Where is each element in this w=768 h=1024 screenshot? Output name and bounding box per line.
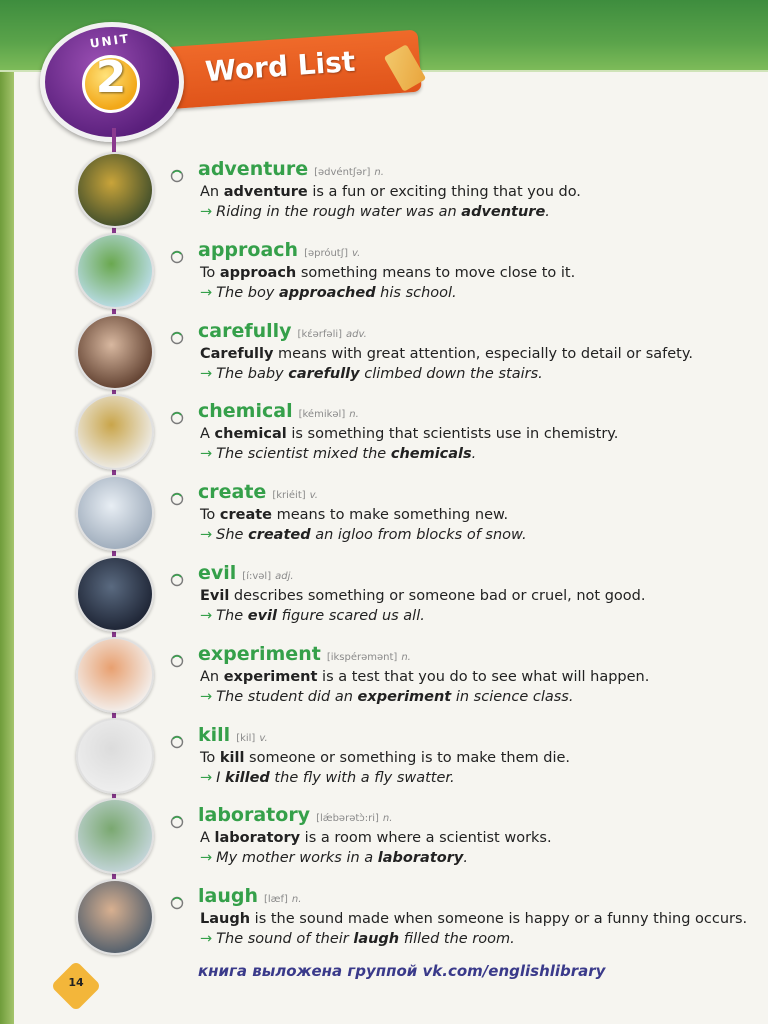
- definition-keyword: kill: [219, 749, 245, 766]
- ghost-text: [180, 108, 194, 154]
- definition-text: An: [200, 668, 224, 685]
- definition: [200, 507, 508, 523]
- example-text: I: [216, 769, 226, 786]
- headword-text: laboratory: [198, 804, 311, 827]
- part-of-speech: adj.: [275, 571, 294, 582]
- definition-text: is a fun or exciting thing that you do.: [307, 184, 581, 200]
- headword-text: experiment: [198, 642, 321, 665]
- student-thumbnail: [76, 637, 154, 713]
- definition-keyword: laboratory: [214, 830, 301, 847]
- example-keyword: evil: [247, 608, 277, 624]
- definition: [200, 184, 581, 200]
- definition: [200, 669, 649, 685]
- example-sentence: [200, 770, 455, 786]
- circle-bullet-icon: [170, 492, 184, 506]
- definition-text: is a test that you do to see what will happen.: [317, 668, 650, 685]
- pronunciation: [kriéit]: [272, 490, 306, 502]
- definition-text: means with great attention, especially to detail or safety.: [273, 345, 693, 362]
- arrow-right-icon: →: [200, 931, 213, 948]
- footer-note: книга выложена группой vk.com/englishlibrary: [198, 962, 606, 980]
- example-text: filled the room.: [399, 931, 515, 948]
- list-item: [0, 885, 768, 969]
- pronunciation: [kil]: [236, 732, 256, 744]
- definition: [200, 265, 575, 281]
- list-item: [0, 804, 768, 888]
- part-of-speech: n.: [374, 167, 384, 178]
- pronunciation: [ədvéntʃər]: [314, 167, 371, 178]
- arrow-right-icon: →: [200, 608, 213, 624]
- arrow-right-icon: →: [200, 850, 213, 867]
- part-of-speech: n.: [401, 651, 411, 663]
- reaper-thumbnail: [76, 556, 154, 632]
- headword: [198, 400, 359, 422]
- circle-bullet-icon: [170, 250, 184, 264]
- headword-text: carefully: [198, 319, 292, 342]
- example-text: in science class.: [451, 688, 574, 705]
- example-text: The scientist mixed the: [216, 446, 391, 463]
- headword-text: approach: [198, 238, 299, 261]
- headword: [198, 643, 411, 665]
- headword-text: evil: [198, 562, 237, 584]
- list-item: [0, 642, 768, 727]
- headword: [198, 158, 384, 180]
- example-text: The boy: [216, 284, 279, 301]
- headword: [198, 724, 268, 746]
- circle-bullet-icon: [170, 411, 184, 425]
- part-of-speech: v.: [352, 247, 361, 259]
- example-text: The sound of their: [216, 931, 354, 948]
- arrow-right-icon: →: [200, 688, 213, 705]
- unit-label: UNIT: [89, 31, 131, 51]
- part-of-speech: v.: [309, 490, 318, 502]
- example-text: The baby: [216, 365, 289, 382]
- definition-text: To: [200, 507, 220, 524]
- part-of-speech: n.: [291, 894, 302, 906]
- laughing-boys-thumbnail: [76, 879, 154, 955]
- definition-text: An: [200, 184, 224, 200]
- example-keyword: carefully: [288, 365, 360, 382]
- pronunciation: [lǽbərətɔ̀:ri]: [316, 813, 379, 825]
- example-text: an igloo from blocks of snow.: [310, 527, 527, 544]
- example-text: Riding in the rough water was an: [216, 204, 462, 220]
- headword: [198, 885, 301, 907]
- pronunciation: [ikspérəmənt]: [326, 651, 398, 663]
- example-sentence: [200, 204, 550, 220]
- headword-text: kill: [198, 723, 231, 746]
- list-item: [0, 723, 768, 808]
- example-sentence: [200, 850, 468, 866]
- pronunciation: [læf]: [264, 894, 288, 906]
- example-text: She: [216, 527, 249, 544]
- example-sentence: [200, 366, 543, 382]
- list-item: [0, 481, 768, 565]
- example-text: The student did an: [216, 688, 358, 705]
- example-keyword: laugh: [353, 931, 400, 948]
- definition-keyword: approach: [219, 264, 297, 281]
- headword: [198, 320, 367, 342]
- definition-text: means to make something new.: [272, 507, 509, 524]
- example-keyword: chemicals: [390, 446, 472, 463]
- definition-keyword: chemical: [214, 426, 287, 443]
- definition: [200, 750, 570, 766]
- definition-text: is the sound made when someone is happy or a funny thing occurs.: [250, 911, 748, 928]
- definition-text: A: [200, 830, 215, 847]
- example-text: figure scared us all.: [276, 608, 425, 624]
- part-of-speech: n.: [382, 813, 393, 825]
- circle-bullet-icon: [170, 896, 184, 910]
- example-sentence: [200, 446, 476, 462]
- igloo-thumbnail: [76, 475, 154, 551]
- circle-bullet-icon: [170, 815, 184, 829]
- example-text: My mother works in a: [216, 850, 378, 867]
- list-item: [0, 562, 768, 646]
- definition-text: To: [200, 749, 220, 766]
- example-text: the fly with a fly swatter.: [269, 769, 455, 786]
- part-of-speech: v.: [259, 732, 268, 744]
- lab-thumbnail: [76, 798, 154, 874]
- example-sentence: [200, 608, 425, 624]
- headword-text: create: [198, 481, 267, 504]
- scientist-thumbnail: [76, 394, 154, 470]
- circle-bullet-icon: [170, 735, 184, 749]
- list-item: [0, 158, 768, 242]
- list-item: [0, 319, 768, 404]
- pronunciation: [əpróutʃ]: [304, 247, 348, 259]
- example-text: .: [545, 204, 550, 220]
- headword: [198, 481, 318, 503]
- example-sentence: [200, 527, 527, 543]
- definition-text: To: [200, 264, 220, 281]
- example-text: .: [471, 446, 477, 463]
- example-keyword: adventure: [461, 204, 546, 220]
- definition: [200, 911, 747, 927]
- headword-text: laugh: [198, 885, 258, 908]
- pronunciation: [kέərfəli]: [297, 328, 343, 340]
- unit-number: 2: [95, 52, 127, 103]
- definition-text: is something that scientists use in chemistry.: [286, 426, 619, 443]
- headword: [198, 239, 360, 261]
- headword: [198, 562, 294, 584]
- pronunciation: [í:vəl]: [242, 571, 272, 582]
- example-text: his school.: [375, 284, 457, 301]
- definition: [200, 830, 552, 846]
- example-sentence: [200, 689, 573, 705]
- headword-text: adventure: [198, 158, 309, 180]
- definition-text: someone or something is to make them die.: [244, 749, 571, 766]
- part-of-speech: adv.: [346, 328, 367, 340]
- part-of-speech: n.: [349, 409, 359, 421]
- arrow-right-icon: →: [200, 527, 213, 544]
- boy-walking-thumbnail: [76, 233, 154, 309]
- definition: [200, 346, 693, 362]
- example-sentence: [200, 285, 457, 301]
- page-number: 14: [68, 976, 84, 989]
- example-text: climbed down the stairs.: [359, 365, 543, 382]
- arrow-right-icon: →: [200, 284, 213, 301]
- example-sentence: [200, 931, 515, 947]
- fly-swatter-thumbnail: [76, 718, 154, 794]
- definition-keyword: create: [219, 507, 273, 524]
- circle-bullet-icon: [170, 331, 184, 345]
- pirate-ship-thumbnail: [76, 152, 154, 228]
- arrow-right-icon: →: [200, 365, 213, 382]
- headword: [198, 804, 392, 826]
- page-title: Word List: [204, 44, 357, 89]
- definition-keyword: Carefully: [200, 345, 274, 362]
- definition-keyword: Evil: [200, 588, 230, 604]
- definition: [200, 588, 646, 604]
- definition: [200, 426, 618, 442]
- example-keyword: experiment: [357, 688, 452, 705]
- list-item: [0, 238, 768, 323]
- circle-bullet-icon: [170, 169, 184, 183]
- baby-stairs-thumbnail: [76, 314, 154, 390]
- definition-text: A: [200, 426, 215, 443]
- pronunciation: [kémikəl]: [298, 409, 346, 421]
- definition-keyword: adventure: [223, 184, 308, 200]
- example-keyword: killed: [225, 769, 270, 786]
- definition-text: is a room where a scientist works.: [300, 830, 552, 847]
- arrow-right-icon: →: [200, 769, 213, 786]
- list-item: [0, 400, 768, 484]
- example-keyword: created: [248, 527, 311, 544]
- definition-keyword: Laugh: [200, 911, 251, 928]
- example-keyword: approached: [279, 284, 376, 301]
- arrow-right-icon: →: [200, 204, 213, 220]
- circle-bullet-icon: [170, 654, 184, 668]
- example-text: The: [216, 608, 248, 624]
- definition-text: describes something or someone bad or cruel, not good.: [229, 588, 646, 604]
- headword-text: chemical: [198, 400, 293, 423]
- arrow-right-icon: →: [200, 446, 213, 463]
- circle-bullet-icon: [170, 573, 184, 587]
- example-keyword: laboratory: [377, 850, 464, 867]
- example-text: .: [463, 850, 468, 867]
- definition-text: something means to move close to it.: [296, 264, 576, 281]
- definition-keyword: experiment: [223, 668, 318, 685]
